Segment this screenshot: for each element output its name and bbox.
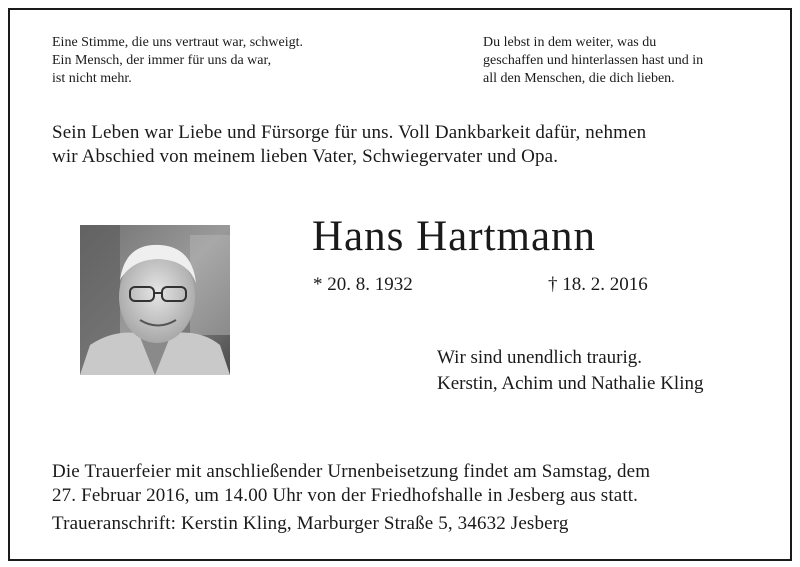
address-text: Traueranschrift: Kerstin Kling, Marburger Straße 5, 34632 Jesberg bbox=[52, 513, 569, 534]
portrait-photo-image bbox=[80, 225, 230, 375]
mourners-text: Wir sind unendlich traurig. Kerstin, Achim und Nathalie Kling bbox=[437, 347, 704, 394]
quote-left: Eine Stimme, die uns vertraut war, schweigt. Ein Mensch, der immer für uns da war, ist nicht mehr. bbox=[52, 35, 303, 86]
quote-right: Du lebst in dem weiter, was du geschaffen und hinterlassen hast und in all den Menschen, die dich lieben. bbox=[483, 35, 704, 86]
ceremony-text: Die Trauerfeier mit anschließender Urnenbeisetzung findet am Samstag, dem 27. Februar 2016, um 14.00 Uhr von der Friedhofshalle in Jesberg aus statt. bbox=[52, 461, 651, 506]
birth-date: * 20. 8. 1932 bbox=[313, 274, 413, 295]
intro-text: Sein Leben war Liebe und Fürsorge für uns. Voll Dankbarkeit dafür, nehmen wir Abschied von meinem lieben Vater, Schwiegervater und Opa. bbox=[52, 122, 647, 167]
death-date: † 18. 2. 2016 bbox=[548, 274, 648, 295]
portrait-photo bbox=[80, 225, 230, 375]
deceased-name: Hans Hartmann bbox=[312, 213, 597, 260]
